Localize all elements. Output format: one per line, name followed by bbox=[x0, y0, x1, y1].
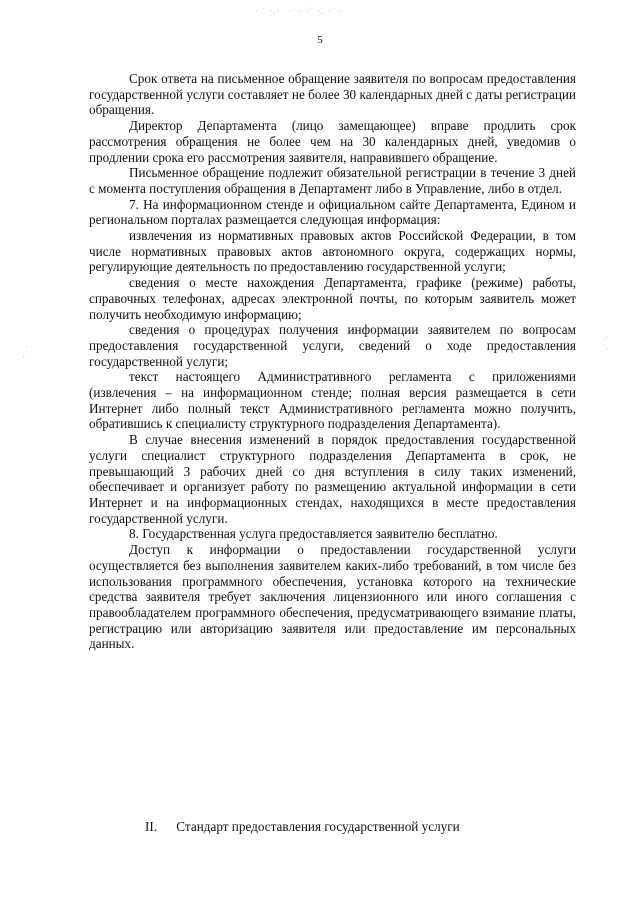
section-number: II. bbox=[145, 819, 158, 834]
paragraph-procedures: сведения о процедурах получения информации заявителем по вопросам предоставления государственной услуги, сведений о ходе предоставления государственной услуги; bbox=[89, 322, 576, 369]
section-heading bbox=[145, 819, 565, 835]
scan-artifact: · ˙ ·.· ˙·ˑ · ·˙ ·. ·˙ · bbox=[255, 6, 343, 16]
section-title: Стандарт предоставления государственной услуги bbox=[176, 819, 460, 834]
paragraph-changes: В случае внесения изменений в порядок предоставления государственной услуги специалист структурного подразделения Департамента в срок, не превышающий 3 рабочих дней со дня вступления в силу таких изменений, обеспечивает и организует работу по размещению актуальной информации в сети Интернет и на информационных стендах, находящихся в месте предоставления государственной услуги. bbox=[89, 432, 576, 526]
paragraph-access: Доступ к информации о предоставлении государственной услуги осуществляется без выполнения заявителем каких-либо требований, в том числе без использования программного обеспечения, установка которого на технические средства заявителя требует заключения лицензионного или иного соглашения с правообладателем программного обеспечения, предусматривающего взимание платы, регистрацию или авторизацию заявителя или предоставление им персональных данных. bbox=[89, 542, 576, 652]
paragraph-extracts: извлечения из нормативных правовых актов Российской Федерации, в том числе нормативных правовых актов автономного округа, содержащих нормы, регулирующие деятельность по предоставлению государственной услуги; bbox=[89, 228, 576, 275]
scan-artifact-right: ·˙ ˙· bbox=[603, 334, 609, 354]
page-number: 5 bbox=[317, 34, 323, 46]
paragraph-location-info: сведения о месте нахождения Департамента, графике (режиме) работы, справочных телефонах, адресах электронной почты, по которым заявитель может получить необходимую информацию; bbox=[89, 275, 576, 322]
paragraph-registration: Письменное обращение подлежит обязательной регистрации в течение 3 дней с момента поступления обращения в Департамент либо в Управление, либо в отдел. bbox=[89, 165, 576, 196]
paragraph-extension: Директор Департамента (лицо замещающее) вправе продлить срок рассмотрения обращения не более чем на 30 календарных дней, уведомив о продлении срока его рассмотрения заявителя, направившего обращение. bbox=[89, 118, 576, 165]
paragraph-item-8: 8. Государственная услуга предоставляется заявителю бесплатно. bbox=[129, 526, 498, 542]
scan-artifact-left: ˙· ·˙ bbox=[22, 342, 28, 362]
paragraph-item-7: 7. На информационном стенде и официальном сайте Департамента, Едином и региональном порталах размещается следующая информация: bbox=[89, 196, 576, 228]
paragraph-regulation-text: текст настоящего Административного регламента с приложениями (извлечения – на информационном стенде; полная версия размещается в сети Интернет либо полный текст Административного регламента можно получить, обратившись к специалисту структурного подразделения Департамента). bbox=[89, 369, 576, 432]
document-body bbox=[89, 71, 576, 652]
paragraph-response-term: Срок ответа на письменное обращение заявителя по вопросам предоставления государственной услуги составляет не более 30 календарных дней с даты регистрации обращения. bbox=[89, 71, 576, 118]
